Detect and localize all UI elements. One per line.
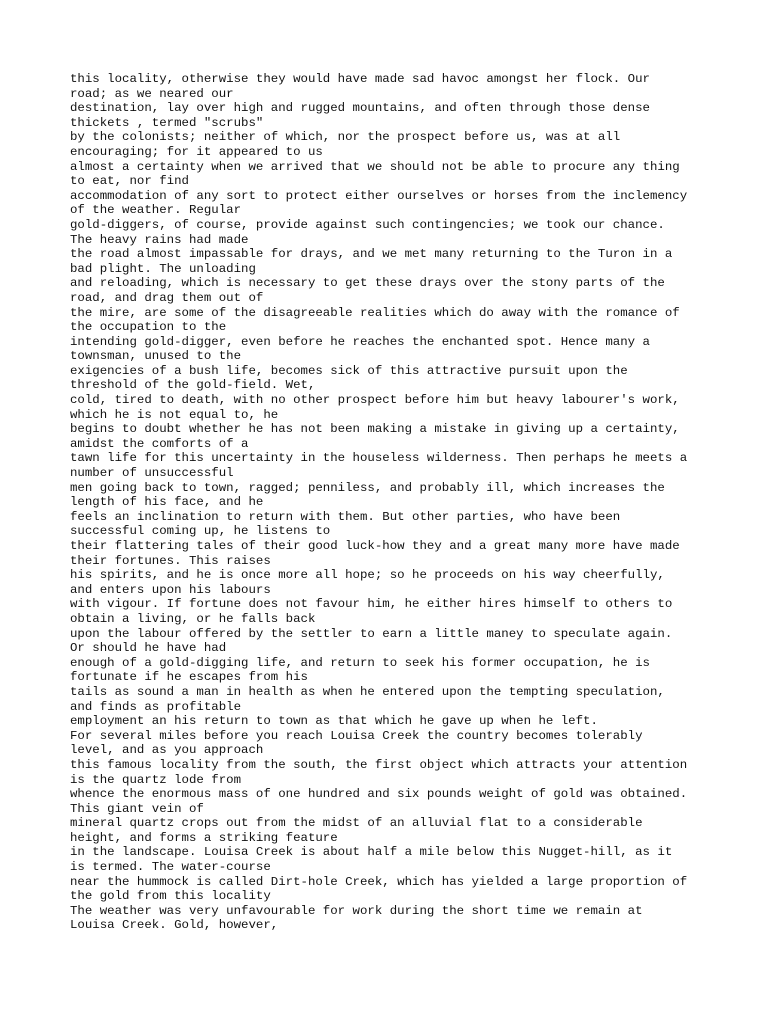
text-line: almost a certainty when we arrived that we should not be able to procure any thing — [70, 159, 680, 174]
text-line: length of his face, and he — [70, 495, 264, 510]
text-line: mineral quartz crops out from the midst of an alluvial flat to a considerable — [70, 816, 643, 831]
text-line: Louisa Creek. Gold, however, — [70, 918, 279, 933]
text-line: intending gold-digger, even before he reaches the enchanted spot. Hence many a — [70, 334, 650, 349]
text-line: employment an his return to town as that which he gave up when he left. — [70, 714, 598, 729]
text-line: height, and forms a striking feature — [70, 830, 338, 845]
text-line: his spirits, and he is once more all hope; so he proceeds on his way cheerfully, — [70, 568, 665, 583]
text-line: road; as we neared our — [70, 86, 234, 101]
text-line: fortunate if he escapes from his — [70, 670, 308, 685]
text-line: their flattering tales of their good luck-how they and a great many more have made — [70, 539, 680, 553]
text-line: is the quartz lode from — [70, 772, 242, 787]
text-line: their fortunes. This raises — [70, 553, 271, 568]
text-line: to eat, nor find — [70, 174, 189, 189]
text-line: tails as sound a man in health as when he entered upon the tempting speculation, — [70, 684, 665, 699]
text-line: For several miles before you reach Louisa Creek the country becomes tolerably — [70, 728, 643, 743]
text-line: feels an inclination to return with them. But other parties, who have been — [70, 509, 621, 524]
text-line: cold, tired to death, with no other prospect before him but heavy labourer's work, — [70, 393, 680, 408]
text-line: this locality, otherwise they would have made sad havoc amongst her flock. Our — [70, 72, 650, 86]
text-line: exigencies of a bush life, becomes sick of this attractive pursuit upon the — [70, 363, 628, 378]
text-line: of the weather. Regular — [70, 203, 242, 218]
text-line: the occupation to the — [70, 320, 227, 335]
text-line: thickets , termed "scrubs" — [70, 115, 264, 130]
text-line: this famous locality from the south, the first object which attracts your attention — [70, 757, 688, 772]
text-line: obtain a living, or he falls back — [70, 611, 316, 626]
text-line: tawn life for this uncertainty in the houseless wilderness. Then perhaps he meets a — [70, 451, 688, 466]
text-line: upon the labour offered by the settler to earn a little maney to speculate again. — [70, 626, 673, 641]
text-line: and reloading, which is necessary to get these drays over the stony parts of the — [70, 276, 665, 291]
text-line: Or should he have had — [70, 641, 227, 656]
document-page — [70, 72, 760, 933]
text-line: the mire, are some of the disagreeable realities which do away with the romance of — [70, 305, 680, 320]
text-line: road, and drag them out of — [70, 290, 264, 305]
text-line: encouraging; for it appeared to us — [70, 144, 323, 159]
text-line: the gold from this locality — [70, 889, 271, 904]
text-line: The heavy rains had made — [70, 232, 249, 247]
text-line: accommodation of any sort to protect either ourselves or horses from the inclemency — [70, 188, 688, 203]
text-line: begins to doubt whether he has not been making a mistake in giving up a certainty, — [70, 422, 680, 437]
text-line: This giant vein of — [70, 801, 204, 816]
text-line: enough of a gold-digging life, and return to seek his former occupation, he is — [70, 655, 650, 670]
text-line: in the landscape. Louisa Creek is about half a mile below this Nugget-hill, as it — [70, 845, 673, 860]
text-line: men going back to town, ragged; penniless, and probably ill, which increases the — [70, 480, 665, 495]
text-line: threshold of the gold-field. Wet, — [70, 378, 316, 393]
text-line: with vigour. If fortune does not favour him, he either hires himself to others to — [70, 597, 673, 612]
text-line: is termed. The water-course — [70, 860, 271, 875]
text-line: the road almost impassable for drays, and we met many returning to the Turon in a — [70, 247, 673, 262]
text-line: by the colonists; neither of which, nor the prospect before us, was at all — [70, 130, 621, 145]
text-line: level, and as you approach — [70, 743, 264, 758]
text-line: which he is not equal to, he — [70, 407, 279, 422]
text-line: townsman, unused to the — [70, 349, 242, 364]
text-line: destination, lay over high and rugged mountains, and often through those dense — [70, 101, 650, 116]
text-line: and enters upon his labours — [70, 582, 271, 597]
text-line: bad plight. The unloading — [70, 261, 256, 276]
text-line: The weather was very unfavourable for work during the short time we remain at — [70, 903, 643, 918]
text-line: near the hummock is called Dirt-hole Creek, which has yielded a large proportion of — [70, 874, 688, 889]
text-line: number of unsuccessful — [70, 466, 234, 481]
text-line: successful coming up, he listens to — [70, 524, 331, 539]
text-line: gold-diggers, of course, provide against such contingencies; we took our chance. — [70, 217, 665, 232]
text-line: whence the enormous mass of one hundred and six pounds weight of gold was obtained. — [70, 787, 688, 802]
text-line: and finds as profitable — [70, 699, 242, 714]
text-line: amidst the comforts of a — [70, 436, 249, 451]
